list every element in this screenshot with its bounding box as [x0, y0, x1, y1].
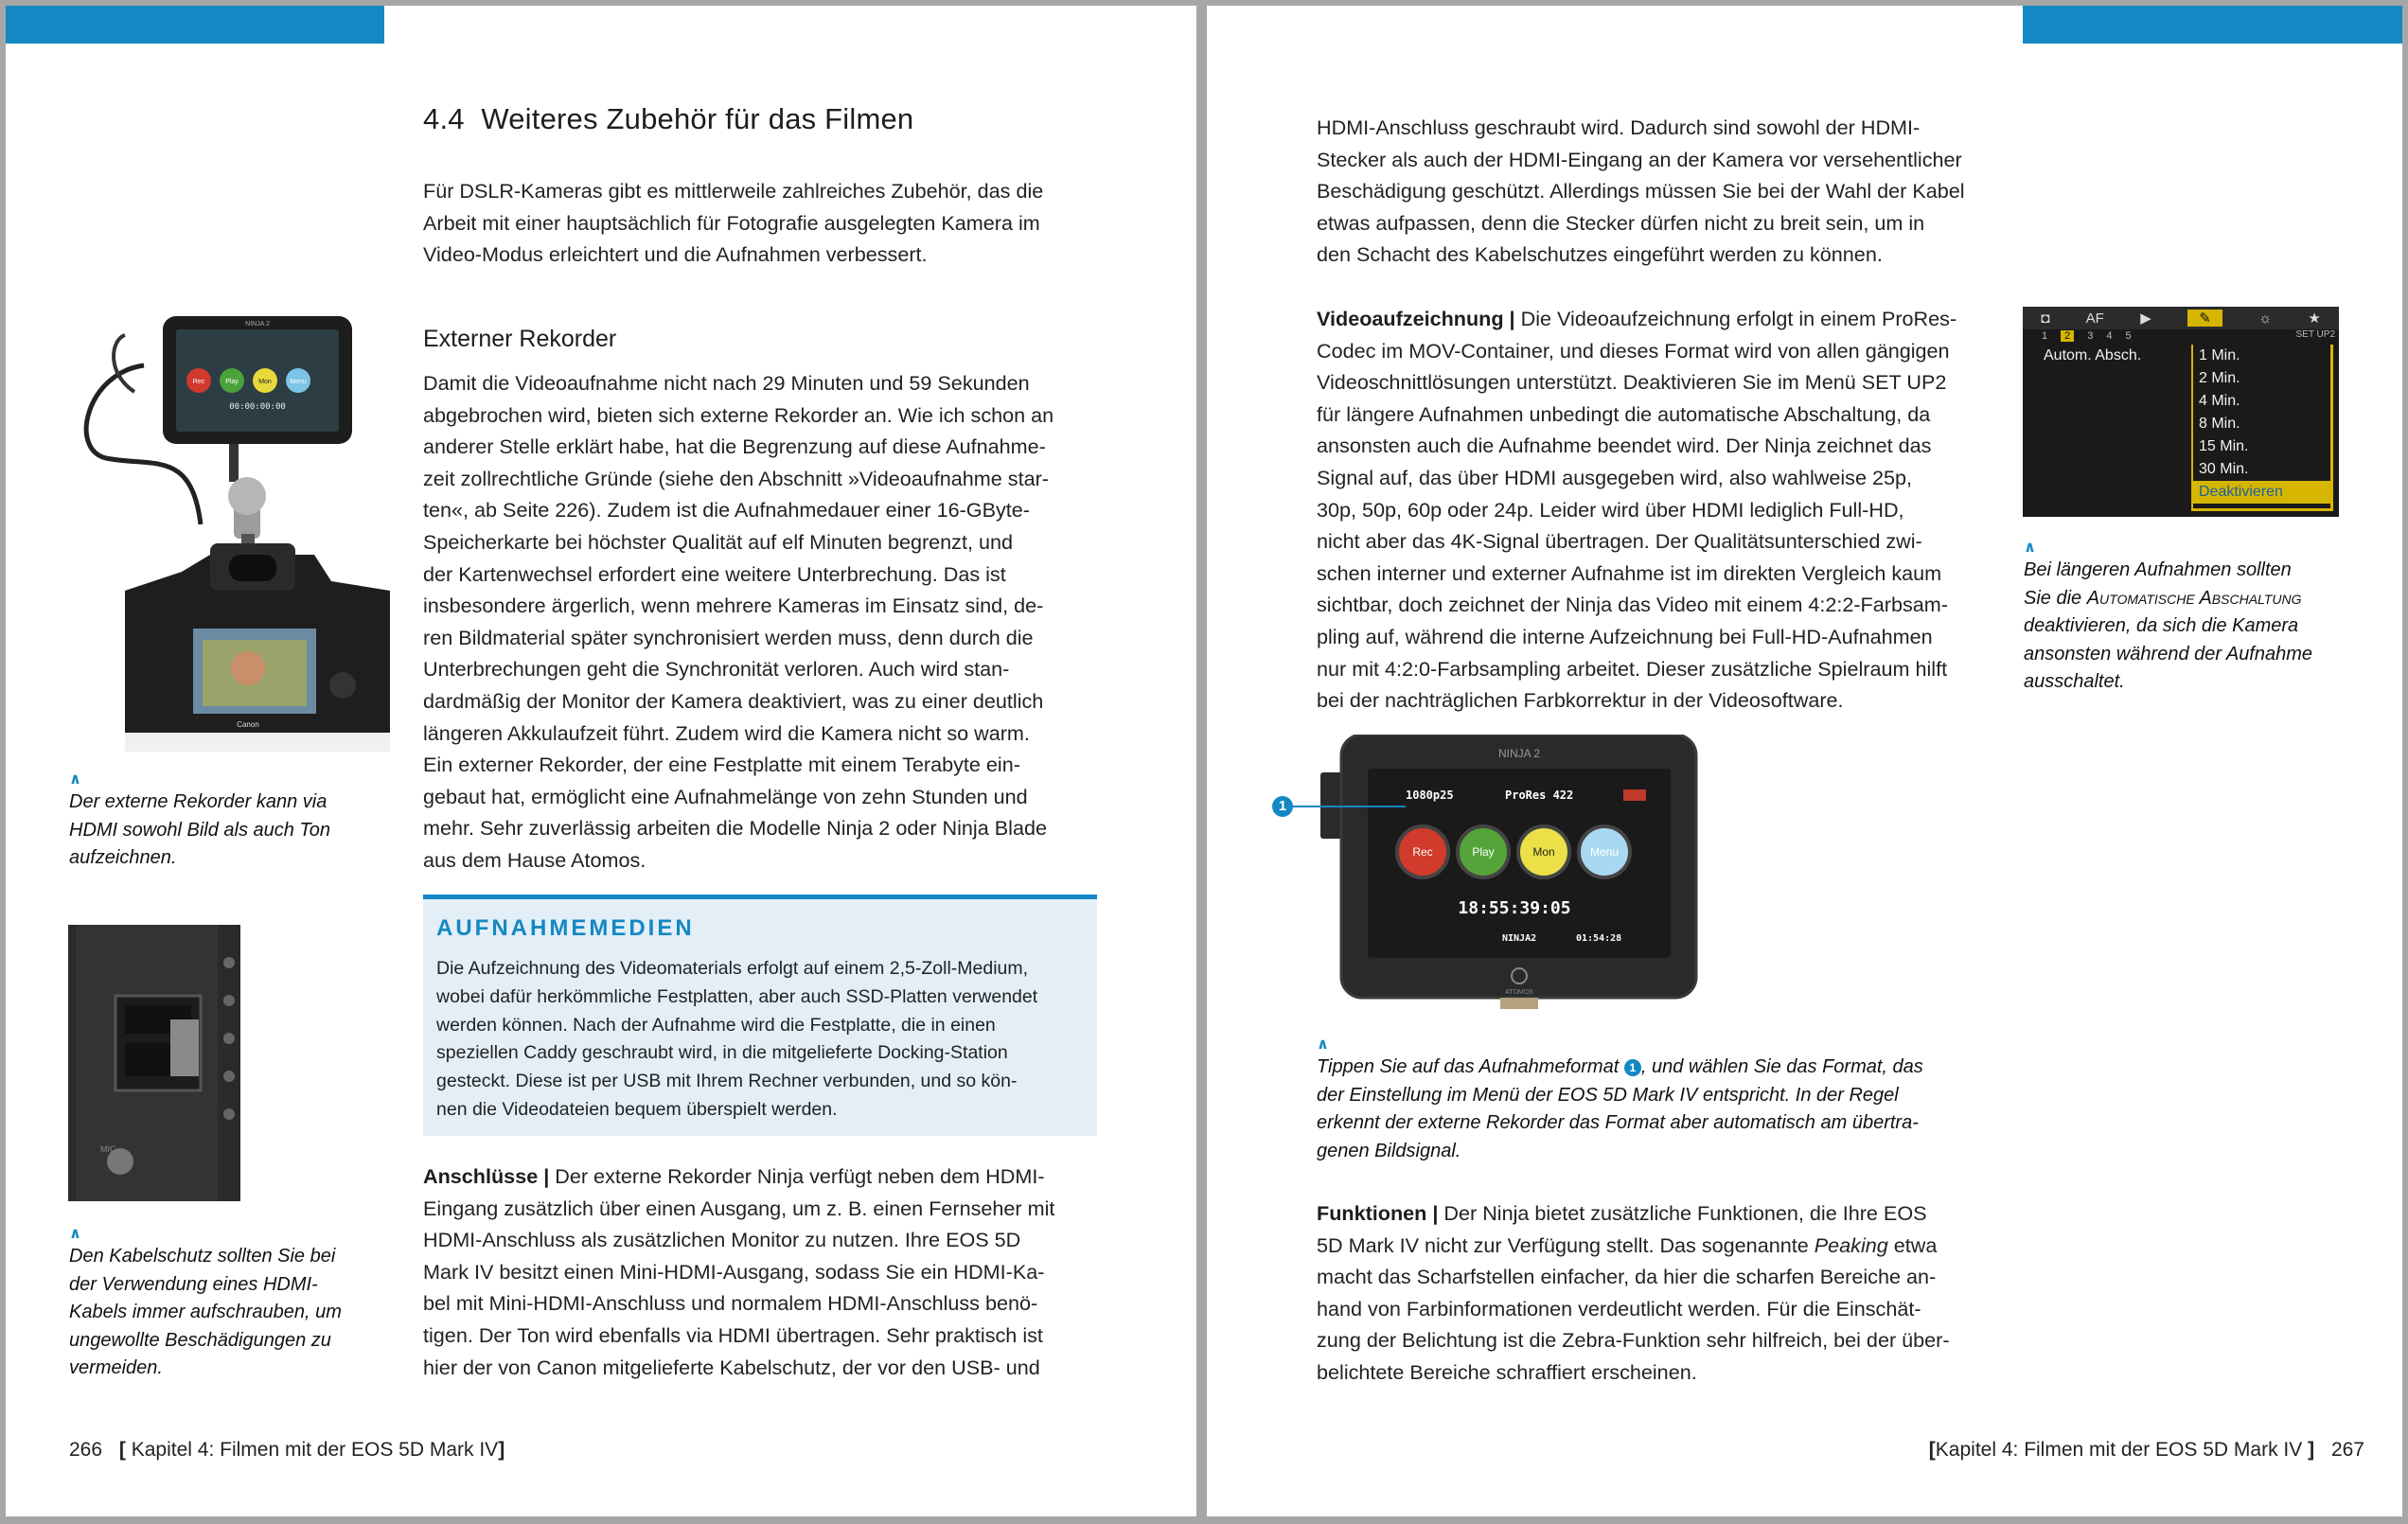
- left-page-tab-marker: [6, 6, 384, 44]
- menu-option: 2 Min.: [2199, 370, 2240, 386]
- funktionen-paragraph: [1317, 1197, 1991, 1389]
- subheading-external-recorder: Externer Rekorder: [423, 326, 617, 352]
- caption-arrow-icon: ∧: [1317, 1037, 1329, 1053]
- menu-subtab-selected: 2: [2061, 330, 2074, 342]
- info-box-title: AUFNAHMEMEDIEN: [436, 915, 695, 941]
- page-number: 266: [69, 1439, 103, 1461]
- left-page: [6, 6, 1196, 1516]
- caption-menu-smallcaps: Automatische Abschaltung: [2086, 587, 2302, 609]
- ninja-model: NINJA2: [1502, 933, 1537, 944]
- anschluesse-text: Der externe Rekorder Ninja verfügt neben dem HDMI- Eingang zusätzlich über einen Ausgang, um z. B. einen Fernseher mit HDMI-Anschluss als zusätzlichen Monitor zu nutzen. Ihre EOS 5D Mark IV besitzt einen Mini-HDMI-Ausgang, sodass Sie ein HDMI-Ka- bel mit Mini-HDMI-Anschluss und normalem HDMI-Anschluss benö- tigen. Der Ton wird ebenfalls via HDMI übertragen. Sehr praktisch ist hier der von Canon mitgelieferte Kabelschutz, der vor den USB- und: [423, 1164, 1055, 1379]
- ninja-recorder-photo: [1283, 735, 1699, 1028]
- section-title: Weiteres Zubehör für das Filmen: [481, 102, 914, 135]
- menu-tab-af: AF: [2085, 310, 2104, 327]
- ninja-mon-button: Mon: [1532, 845, 1555, 859]
- page-number: 267: [2330, 1439, 2364, 1461]
- ninja-menu-button: Menu: [1589, 845, 1620, 859]
- menu-setup-label: SET UP2: [2295, 329, 2335, 340]
- menu-tab-custom-icon: ☼: [2258, 310, 2272, 327]
- menu-tab-star-icon: ★: [2308, 310, 2321, 327]
- caption-menu-part1: Bei längeren Aufnahmen sollten Sie die: [2024, 559, 2292, 609]
- ninja-rec-button: Rec: [1412, 845, 1433, 859]
- menu-item-auto-off: Autom. Absch.: [2044, 347, 2142, 363]
- recorder-photo-btn-0: Rec: [192, 379, 205, 385]
- cable-photo-mic-label: MIC: [100, 1144, 116, 1154]
- menu-option-selected: Deaktivieren: [2193, 481, 2330, 504]
- cable-protector-photo: [68, 925, 240, 1201]
- left-footer: 266 [ Kapitel 4: Filmen mit der EOS 5D Mark IV]: [69, 1439, 505, 1461]
- section-number: 4.4: [423, 102, 465, 135]
- callout-marker: 1: [1272, 796, 1293, 817]
- recorder-paragraph: Damit die Videoaufnahme nicht nach 29 Minuten und 59 Sekunden abgebrochen wird, bieten sich externe Rekorder an. Wie ich schon an anderer Stelle erklärt habe, hat die Begrenzung auf diese Aufnahme- zeit zollrechtliche Gründe (siehe den Abschnitt »Videoaufnahme star- ten«, ab Seite 226). Zudem ist die Aufnahmedauer einer 16-GByte- Speicherkarte bei höchster Qualität auf elf Minuten begrenzt, und der Kartenwechsel erfordert eine weitere Unterbrechung. Das ist insbesondere ärgerlich, wenn mehrere Kameras im Einsatz sind, de- ren Bildmaterial später synchronisiert werden muss, denn durch die Unterbrechungen geht die Synchronität verloren. Auch wird stan- dardmäßig der Monitor der Kamera deaktiviert, was zu einer deutlich längeren Akkulaufzeit führt. Zudem wird die Kamera nicht so warm. Ein externer Rekorder, der eine Festplatte mit einem Terabyte ein- gebaut hat, ermöglicht eine Aufnahmelänge von zehn Stunden und mehr. Sehr zuverlässig arbeiten die Modelle Ninja 2 oder Ninja Blade aus dem Hause Atomos.: [423, 371, 1054, 872]
- menu-subtab: 5: [2125, 330, 2132, 342]
- cable-protector-drawing: [68, 925, 240, 1201]
- recorder-photo-btn-1: Play: [225, 379, 239, 385]
- right-footer: [Kapitel 4: Filmen mit der EOS 5D Mark IV ] 267: [1928, 1439, 2364, 1461]
- section-heading: [423, 102, 913, 136]
- menu-tab-bar: [2023, 307, 2339, 329]
- menu-options-list: [2191, 345, 2333, 511]
- info-box: [423, 895, 1097, 1136]
- menu-option: 15 Min.: [2199, 438, 2249, 454]
- recorder-photo-timecode: 00:00:00:00: [229, 402, 286, 412]
- caption-arrow-icon: ∧: [69, 1226, 81, 1242]
- caption-ninja: [1317, 1054, 1991, 1165]
- caption-recorder: Der externe Rekorder kann via HDMI sowohl Bild als auch Ton aufzeichnen.: [69, 791, 331, 868]
- right-page: [1207, 6, 2402, 1516]
- caption-arrow-icon: ∧: [2024, 540, 2036, 556]
- anschluesse-paragraph: [423, 1161, 1097, 1383]
- recorder-photo-btn-2: Mon: [258, 379, 272, 385]
- menu-subtab: 4: [2106, 330, 2113, 342]
- menu-option: 30 Min.: [2199, 461, 2249, 477]
- intro-paragraph: Für DSLR-Kameras gibt es mittlerweile zahlreiches Zubehör, das die Arbeit mit einer hauptsächlich für Fotografie ausgelegten Kamera im Video-Modus erleichtert und die Aufnahmen verbessert.: [423, 179, 1044, 267]
- caption-menu: [2024, 557, 2346, 697]
- ninja-recorder-drawing: [1283, 735, 1699, 1028]
- ninja-format: 1080p25: [1406, 789, 1454, 802]
- funktionen-text-1: Der Ninja bietet zusätzliche Funktionen, die Ihre EOS 5D Mark IV nicht zur Verfügung stellt. Das sogenannte: [1317, 1201, 1927, 1257]
- caption-callout-marker: 1: [1624, 1059, 1641, 1076]
- video-text: Die Videoaufzeichnung erfolgt in einem ProRes- Codec im MOV-Container, und dieses Format wird von allen gängigen Videoschnittlösungen unterstützt. Deaktivieren Sie im Menü SET UP2 für längere Aufnahmen unbedingt die automatische Abschaltung, da ansonsten auch die Aufnahme beendet wird. Der Ninja zeichnet das Signal auf, das über HDMI ausgegeben wird, also wahlweise 25p, 30p, 50p, 60p oder 24p. Leider wird über HDMI lediglich Full-HD, nicht aber das 4K-Signal übertragen. Der Qualitätsunterschied zwi- schen interner und externer Aufnahme ist im direkten Vergleich kaum sichtbar, doch zeichnet der Ninja das Video mit einem 4:2:2-Farbsam- pling auf, während die interne Aufzeichnung bei Full-HD-Aufnahmen nur mit 4:2:0-Farbsampling arbeitet. Dieser zusätzliche Spielraum hilft bei der nachträglichen Farbkorrektur in der Videosoftware.: [1317, 307, 1957, 713]
- video-recording-paragraph: [1317, 303, 1991, 717]
- menu-tab-play-icon: ▶: [2140, 310, 2151, 327]
- ninja-remaining: 01:54:28: [1576, 933, 1622, 944]
- menu-tab-camera-icon: ◘: [2041, 310, 2050, 327]
- menu-option: 8 Min.: [2199, 416, 2240, 432]
- menu-tab-setup-icon: ✎: [2187, 310, 2222, 327]
- menu-option: 4 Min.: [2199, 393, 2240, 409]
- ninja-logo: ATOMOS: [1505, 989, 1533, 996]
- running-head: Kapitel 4: Filmen mit der EOS 5D Mark IV: [131, 1439, 499, 1461]
- right-page-tab-marker: [2023, 6, 2402, 44]
- menu-option: 1 Min.: [2199, 347, 2240, 363]
- funktionen-italic: Peaking: [1814, 1232, 1888, 1257]
- caption-arrow-icon: ∧: [69, 771, 81, 788]
- info-box-text: Die Aufzeichnung des Videomaterials erfolgt auf einem 2,5-Zoll-Medium, wobei dafür herkömmliche Festplatten, aber auch SSD-Platten verwendet werden können. Nach der Aufnahme wird die Festplatte, die in einen speziellen Caddy geschraubt wird, in die mitgelieferte Docking-Station gesteckt. Diese ist per USB mit Ihrem Rechner verbunden, und so kön- nen die Videodateien bequem überspielt werden.: [436, 958, 1038, 1120]
- recorder-photo-btn-3: Menu: [290, 379, 307, 385]
- camera-menu-screenshot: [2023, 307, 2339, 517]
- continuation-paragraph: HDMI-Anschluss geschraubt wird. Dadurch sind sowohl der HDMI- Stecker als auch der HDMI-Eingang an der Kamera vor versehentlicher Beschädigung geschützt. Allerdings müssen Sie bei der Wahl der Kabel etwas aufpassen, denn die Stecker dürfen nicht zu breit sein, um in den Schacht des Kabelschutzes eingeführt werden zu können.: [1317, 115, 1965, 267]
- menu-subtab-bar: [2023, 329, 2339, 343]
- caption-ninja-part2: , und wählen Sie das Format, das der Einstellung im Menü der EOS 5D Mark IV entspricht. In der Regel erkennt der externe Rekorder das Format aber automatisch am übertra- genen Bildsignal.: [1317, 1056, 1923, 1161]
- caption-cable-protector: Den Kabelschutz sollten Sie bei der Verwendung eines HDMI- Kabels immer aufschrauben, um ungewollte Beschädigungen zu vermeiden.: [69, 1246, 342, 1378]
- funktionen-label: Funktionen |: [1317, 1201, 1439, 1225]
- anschluesse-label: Anschlüsse |: [423, 1164, 550, 1188]
- ninja-brand: NINJA 2: [1497, 747, 1541, 760]
- recorder-photo-brand: NINJA 2: [245, 321, 270, 328]
- caption-ninja-part1: Tippen Sie auf das Aufnahmeformat: [1317, 1056, 1624, 1077]
- caption-menu-part2: deaktivieren, da sich die Kamera ansonsten während der Aufnahme ausschaltet.: [2024, 615, 2313, 692]
- recorder-photo-camera-brand: Canon: [237, 720, 259, 729]
- funktionen-text-2: etwa macht das Scharfstellen einfacher, da hier die scharfen Bereiche an- hand von Farbinformationen verdeutlicht werden. Für die Einschät- zung der Belichtung ist die Zebra-Funktion sehr hilfreich, bei der über- belichtete Bereiche schraffiert erscheinen.: [1317, 1232, 1950, 1384]
- ninja-play-button: Play: [1472, 845, 1495, 859]
- video-label: Videoaufzeichnung |: [1317, 307, 1515, 330]
- running-head: Kapitel 4: Filmen mit der EOS 5D Mark IV: [1935, 1439, 2303, 1461]
- recorder-photo: [68, 307, 394, 752]
- menu-subtab: 3: [2087, 330, 2094, 342]
- ninja-codec: ProRes 422: [1505, 789, 1574, 802]
- menu-subtab: 1: [2042, 330, 2048, 342]
- ninja-timecode: 18:55:39:05: [1458, 898, 1571, 918]
- recorder-photo-drawing: [68, 307, 394, 752]
